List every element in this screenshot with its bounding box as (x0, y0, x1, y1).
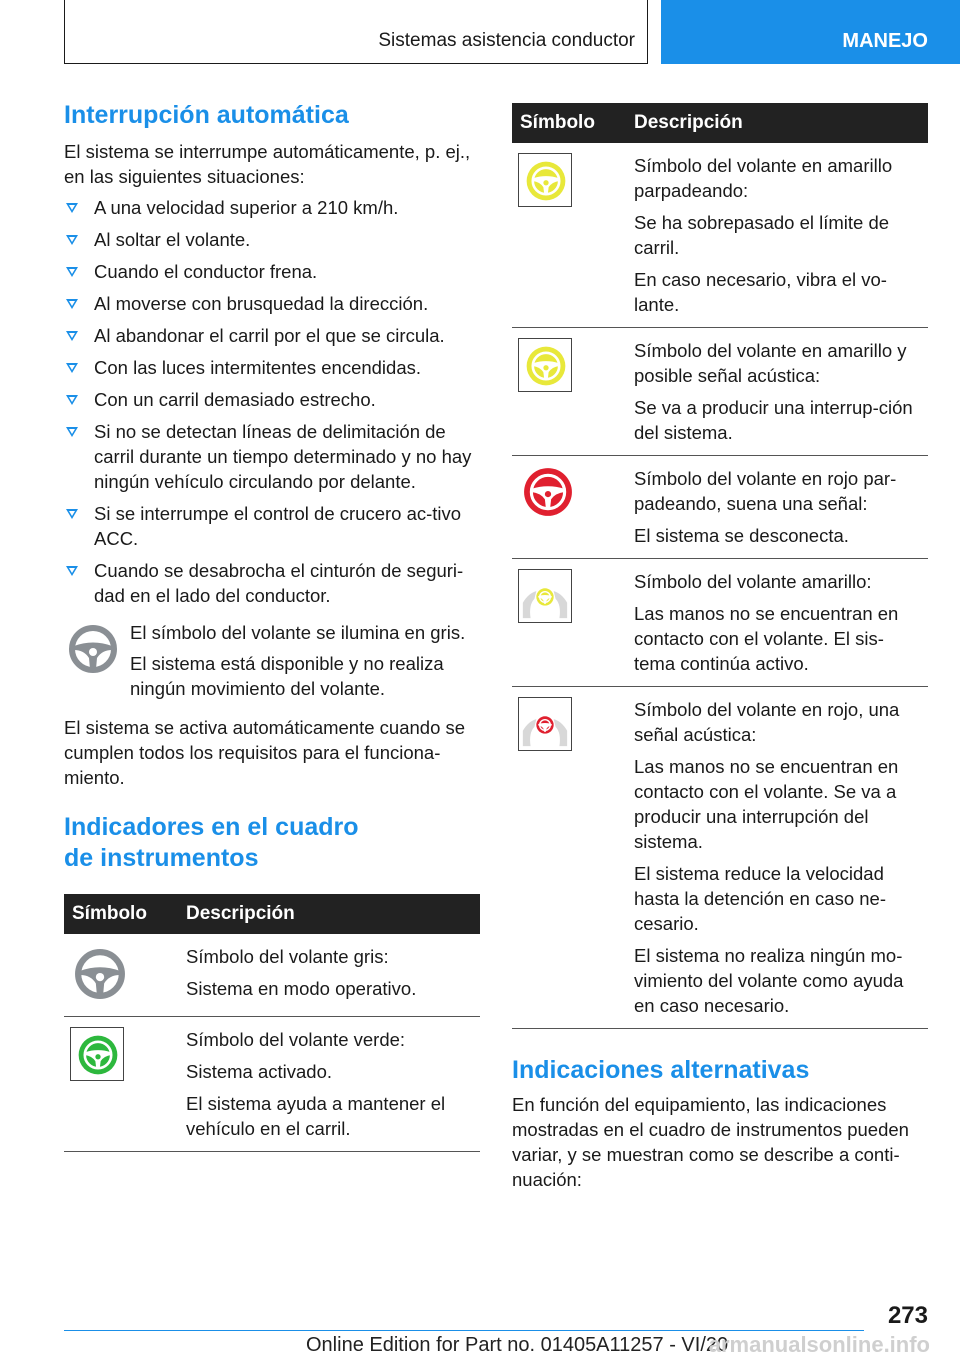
table-row (512, 328, 928, 456)
bullet-triangle-icon (66, 509, 78, 519)
table-row (512, 456, 928, 559)
table-row (512, 687, 928, 1029)
col-description-header: Descripción (626, 103, 928, 143)
list-item: Cuando el conductor frena. (64, 259, 480, 284)
list-item: Al soltar el volante. (64, 227, 480, 252)
table-row (512, 143, 928, 328)
alternative-paragraph: En función del equipamiento, las indicaciones mostradas en el cuadro de instrumentos pueden variar, y se muestran como se describe a conti-nuación: (512, 1094, 909, 1190)
table-row (64, 1017, 480, 1152)
list-item: Al moverse con brusquedad la dirección. (64, 291, 480, 316)
bullet-triangle-icon (66, 203, 78, 213)
row-description-line: Símbolo del volante en amarillo y posible señal acústica: (634, 340, 907, 386)
header-section-box (64, 0, 648, 64)
row-description-line: Sistema en modo operativo. (186, 978, 417, 999)
header-section-title: Sistemas asistencia conductor (378, 30, 635, 51)
hands-on-wheel-red-icon (518, 697, 572, 751)
list-item: Si no se detectan líneas de delimitación de carril durante un tiempo determinado y no hay ningún vehículo circulando por delante. (64, 419, 480, 494)
steering-wheel-red-icon (518, 501, 574, 522)
note-line-1: El símbolo del volante se ilumina en gris. (130, 622, 466, 643)
heading-alternative-indications: Indicaciones alternativas (512, 1056, 810, 1084)
bullet-triangle-icon (66, 566, 78, 576)
list-item: Con un carril demasiado estrecho. (64, 387, 480, 412)
right-column (512, 103, 928, 1192)
bullet-triangle-icon (66, 395, 78, 405)
heading-instrument-indicators: Indicadores en el cuadro de instrumentos (64, 813, 359, 872)
gray-wheel-note (64, 620, 480, 701)
steering-wheel-yellow-flashing-icon (518, 153, 572, 207)
steering-wheel-gray-icon (70, 983, 126, 1004)
steering-wheel-yellow-icon (518, 338, 572, 392)
indicator-table-right (512, 103, 928, 1029)
bullet-triangle-icon (66, 427, 78, 437)
row-description-line: Las manos no se encuentran en contacto con el volante. Se va a producir una interrupción del sistema. (634, 756, 899, 852)
row-description-line: Símbolo del volante en rojo, una señal acústica: (634, 699, 900, 745)
row-description-line: Símbolo del volante verde: (186, 1029, 406, 1050)
table-row (512, 559, 928, 687)
list-item: A una velocidad superior a 210 km/h. (64, 195, 480, 220)
bullet-triangle-icon (66, 363, 78, 373)
page-number: 273 (887, 1302, 928, 1329)
col-symbol-header: Símbolo (64, 894, 178, 934)
hands-on-wheel-yellow-icon (518, 569, 572, 623)
header-chapter-tab: MANEJO (661, 0, 960, 64)
list-item: Cuando se desabrocha el cinturón de seguri-dad en el lado del conductor. (64, 558, 480, 608)
col-description-header: Descripción (178, 894, 480, 934)
steering-wheel-green-icon (70, 1027, 124, 1081)
left-column (64, 100, 480, 1152)
row-description-line: El sistema se desconecta. (634, 525, 849, 546)
steering-wheel-gray-icon (68, 624, 118, 679)
bullet-triangle-icon (66, 235, 78, 245)
note-line-2: El sistema está disponible y no realiza ningún movimiento del volante. (130, 653, 444, 699)
bullet-triangle-icon (66, 331, 78, 341)
row-description-line: Símbolo del volante amarillo: (634, 571, 872, 592)
bullet-triangle-icon (66, 299, 78, 309)
row-description-line: Símbolo del volante en amarillo parpadeando: (634, 155, 893, 201)
row-description-line: Sistema activado. (186, 1061, 333, 1082)
footer-edition: Online Edition for Part no. 01405A11257 - VI/20 (306, 1334, 729, 1356)
row-description-line: Símbolo del volante en rojo par-padeando, suena una señal: (634, 468, 897, 514)
row-description-line: Se ha sobrepasado el límite de carril. (634, 212, 890, 258)
list-item: Al abandonar el carril por el que se circula. (64, 323, 480, 348)
footer-divider (64, 1330, 864, 1331)
indicator-table-left (64, 894, 480, 1152)
row-description-line: El sistema ayuda a mantener el vehículo en el carril. (186, 1093, 446, 1139)
heading-automatic-interruption: Interrupción automática (64, 101, 349, 129)
list-item: Si se interrumpe el control de crucero ac-tivo ACC. (64, 501, 480, 551)
col-symbol-header: Símbolo (512, 103, 626, 143)
activation-paragraph: El sistema se activa automáticamente cuando se cumplen todos los requisitos para el funciona-miento. (64, 717, 466, 788)
row-description-line: En caso necesario, vibra el vo-lante. (634, 269, 887, 315)
intro-paragraph: El sistema se interrumpe automáticamente, p. ej., en las siguientes situaciones: (64, 141, 471, 187)
bullet-triangle-icon (66, 267, 78, 277)
table-row (64, 934, 480, 1017)
row-description-line: El sistema no realiza ningún mo-vimiento del volante como ayuda en caso necesario. (634, 945, 904, 1016)
row-description-line: El sistema reduce la velocidad hasta la detención en caso ne-cesario. (634, 863, 886, 934)
interruption-list (64, 195, 480, 608)
list-item: Con las luces intermitentes encendidas. (64, 355, 480, 380)
watermark-text: armanualsonline.info (708, 1332, 930, 1357)
row-description-line: Se va a producir una interrup-ción del sistema. (634, 397, 913, 443)
row-description-line: Las manos no se encuentran en contacto con el volante. El sis-tema continúa activo. (634, 603, 899, 674)
row-description-line: Símbolo del volante gris: (186, 946, 389, 967)
